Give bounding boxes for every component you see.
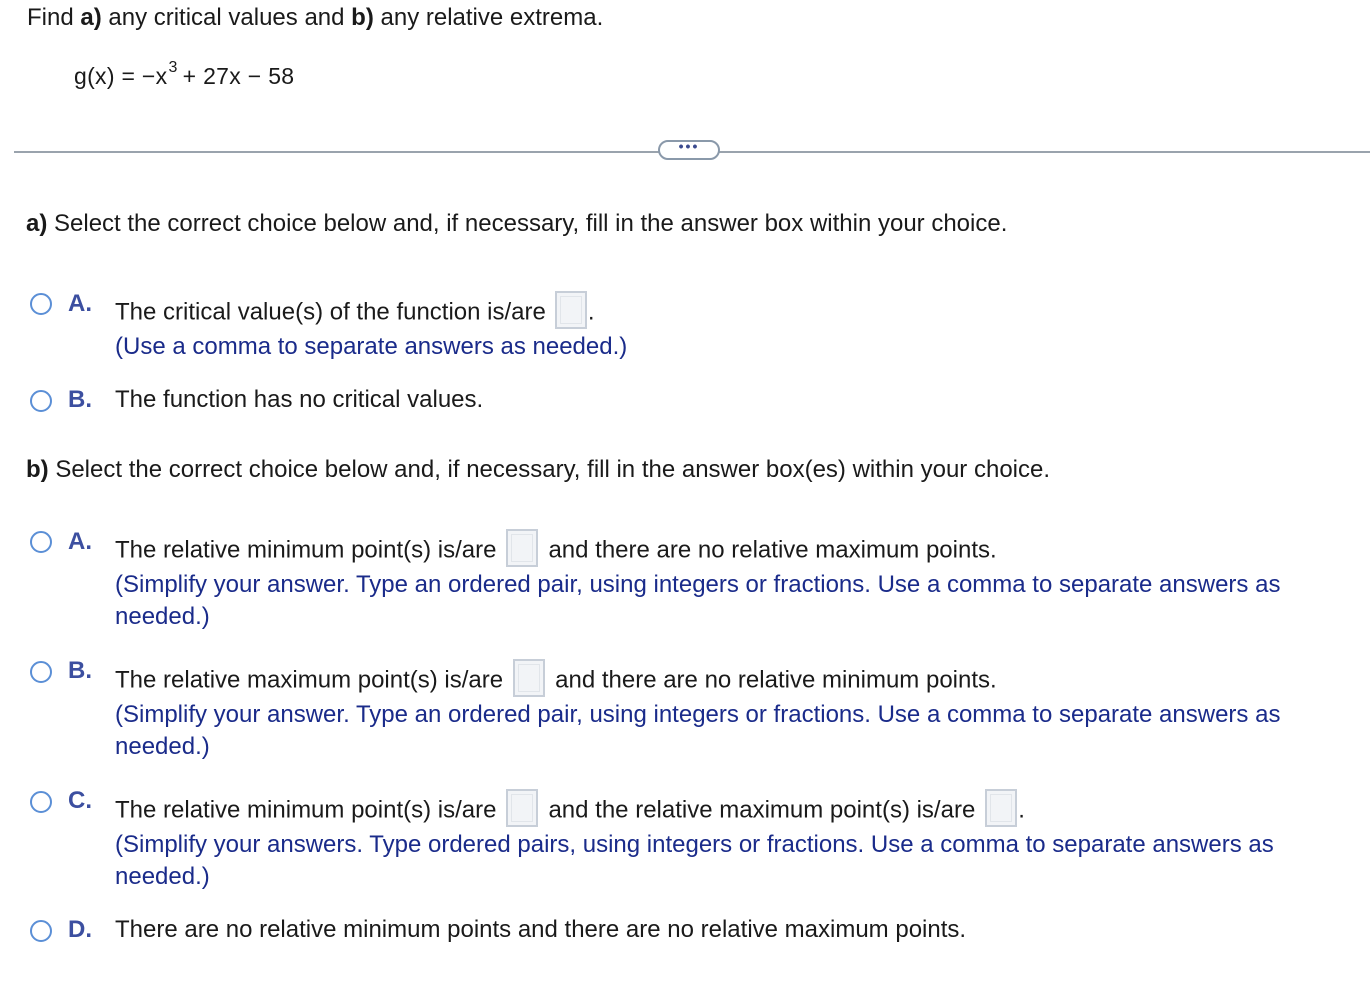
part-b-choice-b-letter: B. bbox=[68, 657, 92, 684]
part-b-instruction-text: Select the correct choice below and, if necessary, fill in the answer box(es) within your choice. bbox=[48, 456, 1051, 483]
relative-min-answer-box-c[interactable] bbox=[506, 789, 538, 827]
equation-rhs: + 27x − 58 bbox=[182, 63, 295, 89]
part-a-choice-b-text: The function has no critical values. bbox=[115, 386, 484, 413]
expand-more-button[interactable]: ••• bbox=[658, 140, 720, 160]
part-b-choice-b-radio[interactable] bbox=[30, 661, 52, 683]
prompt-text-2: any critical values and bbox=[101, 4, 352, 31]
prompt-part-a-label: a) bbox=[80, 4, 102, 31]
part-b-choice-c-hint: (Simplify your answers. Type ordered pairs, using integers or fractions. Use a comma to separate answers as needed.) bbox=[115, 831, 1274, 890]
part-a-instruction bbox=[26, 210, 1007, 238]
equation-lhs: g(x) = −x bbox=[74, 63, 168, 89]
part-b-choice-c-text bbox=[115, 792, 1025, 830]
part-a-label: a) bbox=[26, 210, 48, 237]
part-b-choice-a-radio[interactable] bbox=[30, 531, 52, 553]
part-b-choice-c-label: The relative minimum point(s) is/are bbox=[115, 796, 497, 824]
part-b-choice-b-suffix: and there are no relative minimum points. bbox=[555, 666, 997, 694]
function-equation bbox=[74, 59, 295, 90]
part-b-choice-a-suffix: and there are no relative maximum points. bbox=[548, 536, 997, 564]
part-a-choice-a-letter: A. bbox=[68, 290, 92, 317]
part-b-label: b) bbox=[26, 456, 49, 483]
part-b-choice-b-hint: (Simplify your answer. Type an ordered pair, using integers or fractions. Use a comma to separate answers as needed.) bbox=[115, 701, 1281, 760]
part-b-choice-a-label: The relative minimum point(s) is/are bbox=[115, 536, 497, 564]
part-b-choice-c-middle: and the relative maximum point(s) is/are bbox=[548, 796, 976, 824]
part-b-instruction bbox=[26, 456, 1050, 484]
part-b-choice-d-radio[interactable] bbox=[30, 920, 52, 942]
part-a-choice-a-radio[interactable] bbox=[30, 293, 52, 315]
relative-min-answer-box-a[interactable] bbox=[506, 529, 538, 567]
relative-max-answer-box-c[interactable] bbox=[985, 789, 1017, 827]
prompt-text-3: any relative extrema. bbox=[373, 4, 604, 31]
part-a-choice-a-period: . bbox=[587, 298, 595, 326]
part-b-choice-c-radio[interactable] bbox=[30, 791, 52, 813]
part-a-choice-b-radio[interactable] bbox=[30, 390, 52, 412]
part-b-choice-c-period: . bbox=[1018, 796, 1025, 824]
part-b-choice-a-text bbox=[115, 532, 997, 570]
question-prompt bbox=[27, 4, 603, 32]
equation-exponent: 3 bbox=[168, 59, 178, 76]
part-a-choice-a-text bbox=[115, 294, 595, 332]
part-b-choice-b-text bbox=[115, 662, 997, 700]
part-b-choice-d-letter: D. bbox=[68, 916, 92, 943]
relative-max-answer-box-b[interactable] bbox=[513, 659, 545, 697]
part-b-choice-a-letter: A. bbox=[68, 528, 92, 555]
prompt-text-1: Find bbox=[27, 4, 81, 31]
part-a-choice-a-label: The critical value(s) of the function is/are bbox=[115, 298, 546, 326]
part-b-choice-a-hint: (Simplify your answer. Type an ordered pair, using integers or fractions. Use a comma to separate answers as needed.) bbox=[115, 571, 1281, 630]
part-a-choice-b-letter: B. bbox=[68, 386, 92, 413]
part-b-choice-b-label: The relative maximum point(s) is/are bbox=[115, 666, 504, 694]
critical-values-answer-box[interactable] bbox=[555, 291, 587, 329]
part-a-instruction-text: Select the correct choice below and, if necessary, fill in the answer box within your choice. bbox=[47, 210, 1008, 237]
part-b-choice-d-text: There are no relative minimum points and there are no relative maximum points. bbox=[115, 916, 967, 943]
part-b-choice-c-letter: C. bbox=[68, 787, 92, 814]
part-a-choice-a-hint: (Use a comma to separate answers as needed.) bbox=[115, 333, 628, 360]
prompt-part-b-label: b) bbox=[351, 4, 374, 31]
